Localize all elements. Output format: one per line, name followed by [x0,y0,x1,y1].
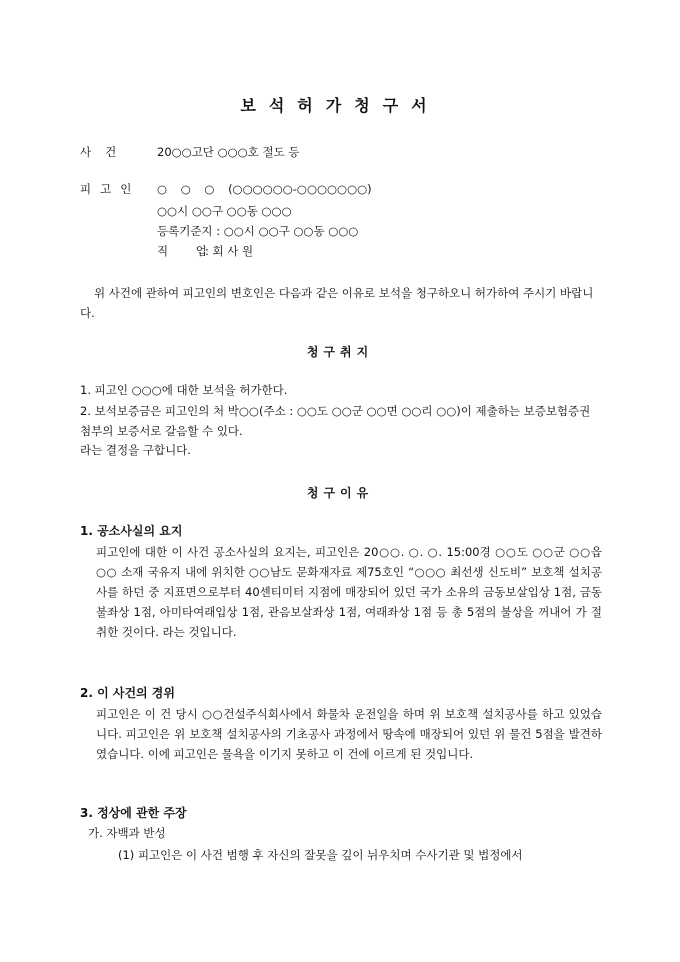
purpose-heading: 청구취지 [306,345,374,359]
reason-2-title: 2. 이 사건의 경위 [80,686,175,700]
reason-1-body: 피고인에 대한 이 사건 공소사실의 요지는, 피고인은 20○○. ○. ○. 15:00경 ○○도 ○○군 ○○읍 ○○ 소재 국유지 내에 위치한 ○○남도 문화재자료 제75호인 “○○○ 최선생 신도비” 보호책 설치공사를 하던 중 지표면으로부터 40센티미터 지점에 매장되어 있던 국가 소유의 금동보살입상 1점, 금동불좌상 1점, 아미타여래입상 1점, 관음보살좌상 1점, 여래좌상 1점 등 총 5점의 불상을 꺼내어 가 절취한 것이다. 라는 것입니다. [96,545,602,639]
case-label: 사건 [80,145,131,159]
case-value: 20○○고단 ○○○호 절도 등 [157,145,300,159]
intro-paragraph: 위 사건에 관하여 피고인의 변호인은 다음과 같은 이유로 보석을 청구하오니 허가하여 주시기 바랍니다. [80,286,594,320]
purpose-line-3: 라는 결정을 구합니다. [80,443,191,457]
defendant-job-value: : 회 사 원 [205,244,254,258]
defendant-job-label: 직 업 [157,244,207,258]
reason-1-title: 1. 공소사실의 요지 [80,524,183,538]
reasons-heading: 청구이유 [306,486,374,500]
purpose-line-1: 1. 피고인 ○○○에 대한 보석을 허가한다. [80,383,288,397]
defendant-address: ○○시 ○○구 ○○동 ○○○ [157,204,292,218]
defendant-name: ○ ○ ○ (○○○○○○-○○○○○○○) [157,182,372,196]
reason-3-title: 3. 정상에 관한 주장 [80,806,187,820]
reason-3-subheading: 가. 자백과 반성 [88,826,166,840]
purpose-line-2: 2. 보석보증금은 피고인의 처 박○○(주소 : ○○도 ○○군 ○○면 ○○리 ○○)이 제출하는 보증보험증권 첨부의 보증서로 갈음할 수 있다. [80,404,591,438]
defendant-registered: 등록기준지 : ○○시 ○○구 ○○동 ○○○ [157,224,359,238]
reason-3-item-1: (1) 피고인은 이 사건 범행 후 자신의 잘못을 깊이 뉘우치며 수사기관 및 법정에서 [118,848,523,862]
reason-2-body: 피고인은 이 건 당시 ○○건설주식회사에서 화물차 운전일을 하며 위 보호책 설치공사를 하고 있었습니다. 피고인은 위 보호책 설치공사의 기초공사 과정에서 땅속에 매장되어 있던 위 물건 5점을 발견하였습니다. 이에 피고인은 물욕을 이기지 못하고 이 건에 이르게 된 것입니다. [96,707,602,761]
defendant-label: 피고인 [80,182,141,196]
document-title: 보석허가청구서 [240,96,440,115]
